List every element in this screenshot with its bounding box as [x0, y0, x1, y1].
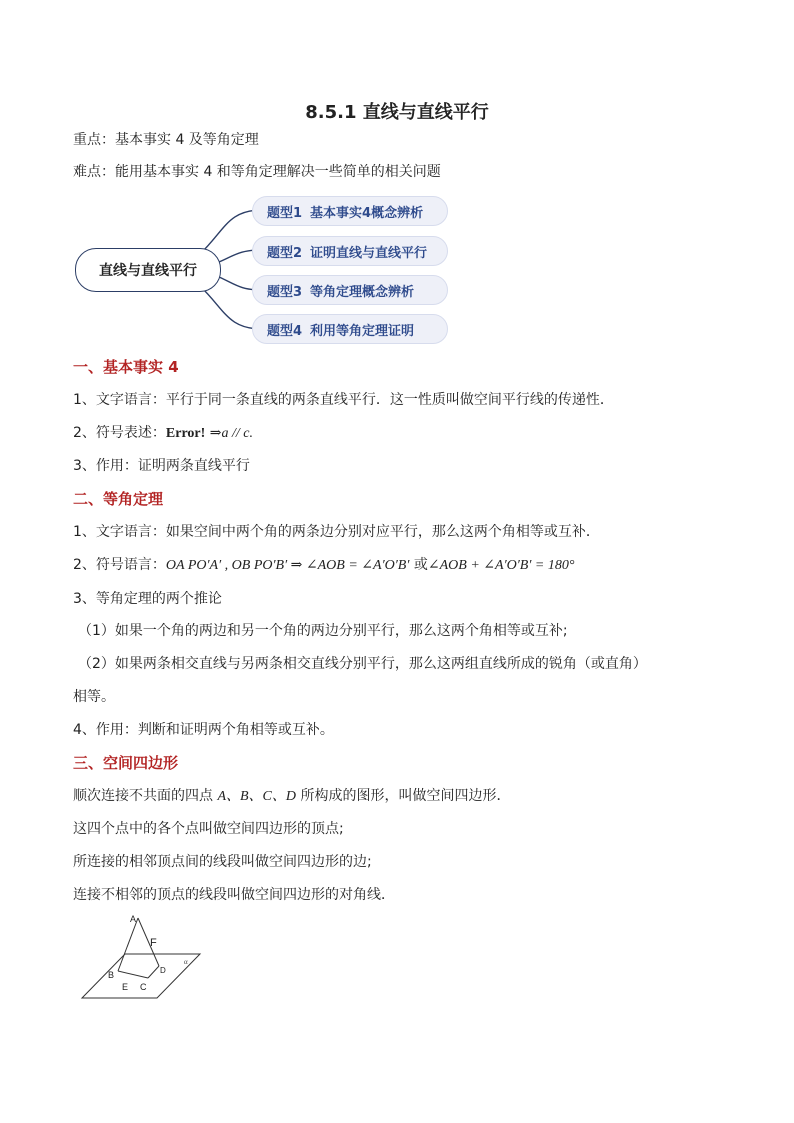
section3-p4: 连接不相邻的顶点的线段叫做空间四边形的对角线． [73, 887, 395, 903]
node-label: 证明直线与直线平行 [310, 245, 428, 261]
label-e: E [122, 982, 129, 992]
error-text: Error! [165, 426, 206, 441]
item-prefix: 2、符号语言： [73, 557, 166, 573]
node-label: 等角定理概念辨析 [310, 284, 415, 300]
p1-points: A、B、C、D [217, 789, 297, 804]
p1-prefix: 顺次连接不共面的四点 [73, 788, 218, 804]
label-b: B [108, 970, 115, 980]
corollary-2: （2）如果两条相交直线与另两条相交直线分别平行，那么这两组直线所成的锐角（或直角） [78, 656, 647, 672]
section1-item3: 3、作用：证明两条直线平行 [73, 458, 250, 474]
section3-heading: 三、空间四边形 [73, 754, 179, 772]
mindmap-node-type4[interactable] [252, 314, 448, 344]
section1-item1: 1、文字语言：平行于同一条直线的两条直线平行．这一性质叫做空间平行线的传递性． [73, 392, 614, 408]
mindmap-center: 直线与直线平行 [75, 248, 221, 292]
section2-item3: 3、等角定理的两个推论 [73, 591, 222, 607]
key-point: 重点：基本事实 4 及等角定理 [73, 132, 259, 148]
page-title: 8.5.1 直线与直线平行 [305, 102, 489, 123]
mindmap-node-type3[interactable] [252, 275, 448, 305]
mindmap-connectors [0, 0, 794, 360]
section3-p1 [73, 786, 510, 807]
mindmap-node-type1[interactable] [252, 196, 448, 226]
corollary-2-cont: 相等。 [73, 689, 115, 705]
or-text: 或 [413, 557, 428, 573]
node-tag: 题型1 [267, 205, 303, 221]
node-label: 利用等角定理证明 [310, 323, 415, 339]
p1-suffix: 所构成的图形，叫做空间四边形． [296, 788, 511, 804]
section3-p3: 所连接的相邻顶点间的线段叫做空间四边形的边; [73, 854, 372, 870]
label-d: D [160, 966, 166, 975]
label-alpha: α [184, 958, 188, 966]
section1-item2 [73, 423, 253, 444]
node-tag: 题型3 [267, 284, 303, 300]
section2-item4: 4、作用：判断和证明两个角相等或互补。 [73, 722, 334, 738]
spatial-quadrilateral-figure [70, 910, 210, 1002]
item-prefix: 2、符号表述： [73, 425, 166, 441]
section1-heading: 一、基本事实 4 [73, 358, 179, 376]
formula-b: ∠AOB + ∠A′O′B′ = 180° [427, 558, 575, 573]
edge-cd [148, 966, 159, 978]
section2-heading: 二、等角定理 [73, 490, 164, 508]
label-f: F [150, 937, 157, 949]
formula-a: OA PO′A′ , OB PO′B′ ⇒ ∠AOB = ∠A′O′B′ [165, 558, 410, 573]
section2-item1: 1、文字语言：如果空间中两个角的两条边分别对应平行，那么这两个角相等或互补． [73, 524, 600, 540]
label-a: A [130, 914, 137, 924]
node-tag: 题型4 [267, 323, 303, 339]
node-tag: 题型2 [267, 245, 303, 261]
edge-bc [118, 971, 148, 978]
formula: ⇒a // c. [209, 426, 253, 441]
edge-ab [118, 918, 138, 971]
difficulty: 难点：能用基本事实 4 和等角定理解决一些简单的相关问题 [73, 164, 441, 180]
node-label: 基本事实4概念辨析 [310, 205, 424, 221]
mindmap-node-type2[interactable] [252, 236, 448, 266]
section3-p2: 这四个点中的各个点叫做空间四边形的顶点; [73, 821, 344, 837]
section2-item2 [73, 555, 574, 576]
corollary-1: （1）如果一个角的两边和另一个角的两边分别平行，那么这两个角相等或互补; [78, 623, 568, 639]
label-c: C [140, 982, 147, 992]
